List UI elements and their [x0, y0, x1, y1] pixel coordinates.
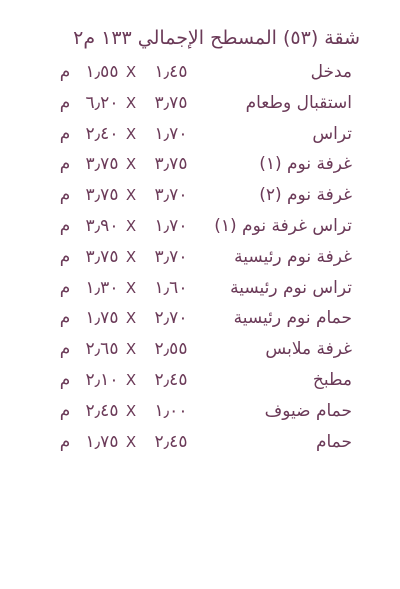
- room-name: حمام: [315, 431, 352, 452]
- room-row: [0, 242, 400, 273]
- unit-label: م: [59, 215, 71, 236]
- room-name: غرفة نوم رئيسية: [234, 246, 352, 267]
- unit-label: م: [59, 62, 71, 82]
- times-sign: X: [125, 93, 137, 112]
- room-width: ٢٫٤٥: [154, 431, 188, 452]
- room-name: حمام ضيوف: [264, 400, 352, 421]
- unit-label: م: [59, 277, 71, 298]
- room-row: [0, 303, 400, 334]
- room-row: [0, 88, 400, 119]
- room-length: ٢٫٤٠: [85, 123, 119, 144]
- unit-label: م: [59, 308, 71, 329]
- times-sign: X: [125, 155, 137, 174]
- room-length: ٢٫١٠: [85, 369, 119, 390]
- room-length: ٣٫٧٥: [85, 154, 119, 175]
- times-sign: X: [125, 340, 137, 359]
- room-name: مطبخ: [312, 369, 352, 390]
- unit-label: م: [59, 185, 71, 206]
- room-length: ١٫٧٥: [85, 431, 119, 452]
- room-row: [0, 180, 400, 211]
- room-name: استقبال وطعام: [245, 92, 352, 113]
- unit-label: م: [59, 339, 71, 360]
- room-length: ٢٫٦٥: [85, 339, 119, 360]
- room-length: ١٫٧٥: [85, 308, 119, 329]
- room-name: حمام نوم رئيسية: [233, 308, 352, 329]
- rooms-list: [0, 57, 400, 457]
- room-name: غرفة نوم (١): [259, 154, 352, 175]
- room-row: [0, 334, 400, 365]
- room-length: ٦٫٢٠: [85, 92, 119, 113]
- room-row: [0, 427, 400, 458]
- room-row: [0, 396, 400, 427]
- room-width: ٣٫٧٥: [154, 92, 188, 113]
- times-sign: X: [125, 186, 137, 205]
- room-row: [0, 149, 400, 180]
- times-sign: X: [125, 216, 137, 235]
- times-sign: X: [125, 278, 137, 297]
- times-sign: X: [125, 401, 137, 420]
- room-width: ٢٫٤٥: [154, 369, 188, 390]
- room-width: ١٫٠٠: [154, 400, 188, 421]
- room-row: [0, 119, 400, 150]
- room-length: ١٫٥٥: [85, 62, 119, 82]
- unit-label: م: [59, 92, 71, 113]
- room-width: ١٫٧٠: [154, 123, 188, 144]
- times-sign: X: [125, 370, 137, 389]
- room-row: [0, 211, 400, 242]
- unit-label: م: [59, 369, 71, 390]
- apartment-title: شقة (٥٣) المسطح الإجمالي ١٣٣ م٢: [73, 27, 360, 49]
- room-name: مدخل: [310, 62, 352, 82]
- unit-label: م: [59, 431, 71, 452]
- room-width: ٣٫٧٠: [154, 246, 188, 267]
- room-width: ١٫٦٠: [154, 277, 188, 298]
- room-name: تراس: [312, 123, 352, 144]
- room-width: ١٫٤٥: [154, 62, 188, 82]
- room-length: ٢٫٤٥: [85, 400, 119, 421]
- room-name: تراس نوم رئيسية: [230, 277, 352, 298]
- room-length: ٣٫٧٥: [85, 246, 119, 267]
- room-width: ٢٫٥٥: [154, 339, 188, 360]
- room-name: غرفة ملابس: [265, 339, 352, 360]
- room-width: ٣٫٧٥: [154, 154, 188, 175]
- unit-label: م: [59, 400, 71, 421]
- room-width: ٢٫٧٠: [154, 308, 188, 329]
- times-sign: X: [125, 432, 137, 451]
- times-sign: X: [125, 247, 137, 266]
- room-length: ٣٫٧٥: [85, 185, 119, 206]
- unit-label: م: [59, 154, 71, 175]
- room-width: ٣٫٧٠: [154, 185, 188, 206]
- room-row: [0, 273, 400, 304]
- room-name: غرفة نوم (٢): [259, 185, 352, 206]
- unit-label: م: [59, 123, 71, 144]
- room-length: ١٫٣٠: [85, 277, 119, 298]
- room-row: [0, 365, 400, 396]
- times-sign: X: [125, 309, 137, 328]
- room-width: ١٫٧٠: [154, 215, 188, 236]
- room-row: [0, 57, 400, 88]
- times-sign: X: [125, 124, 137, 143]
- room-length: ٣٫٩٠: [85, 215, 119, 236]
- unit-label: م: [59, 246, 71, 267]
- room-name: تراس غرفة نوم (١): [214, 215, 352, 236]
- times-sign: X: [125, 63, 137, 81]
